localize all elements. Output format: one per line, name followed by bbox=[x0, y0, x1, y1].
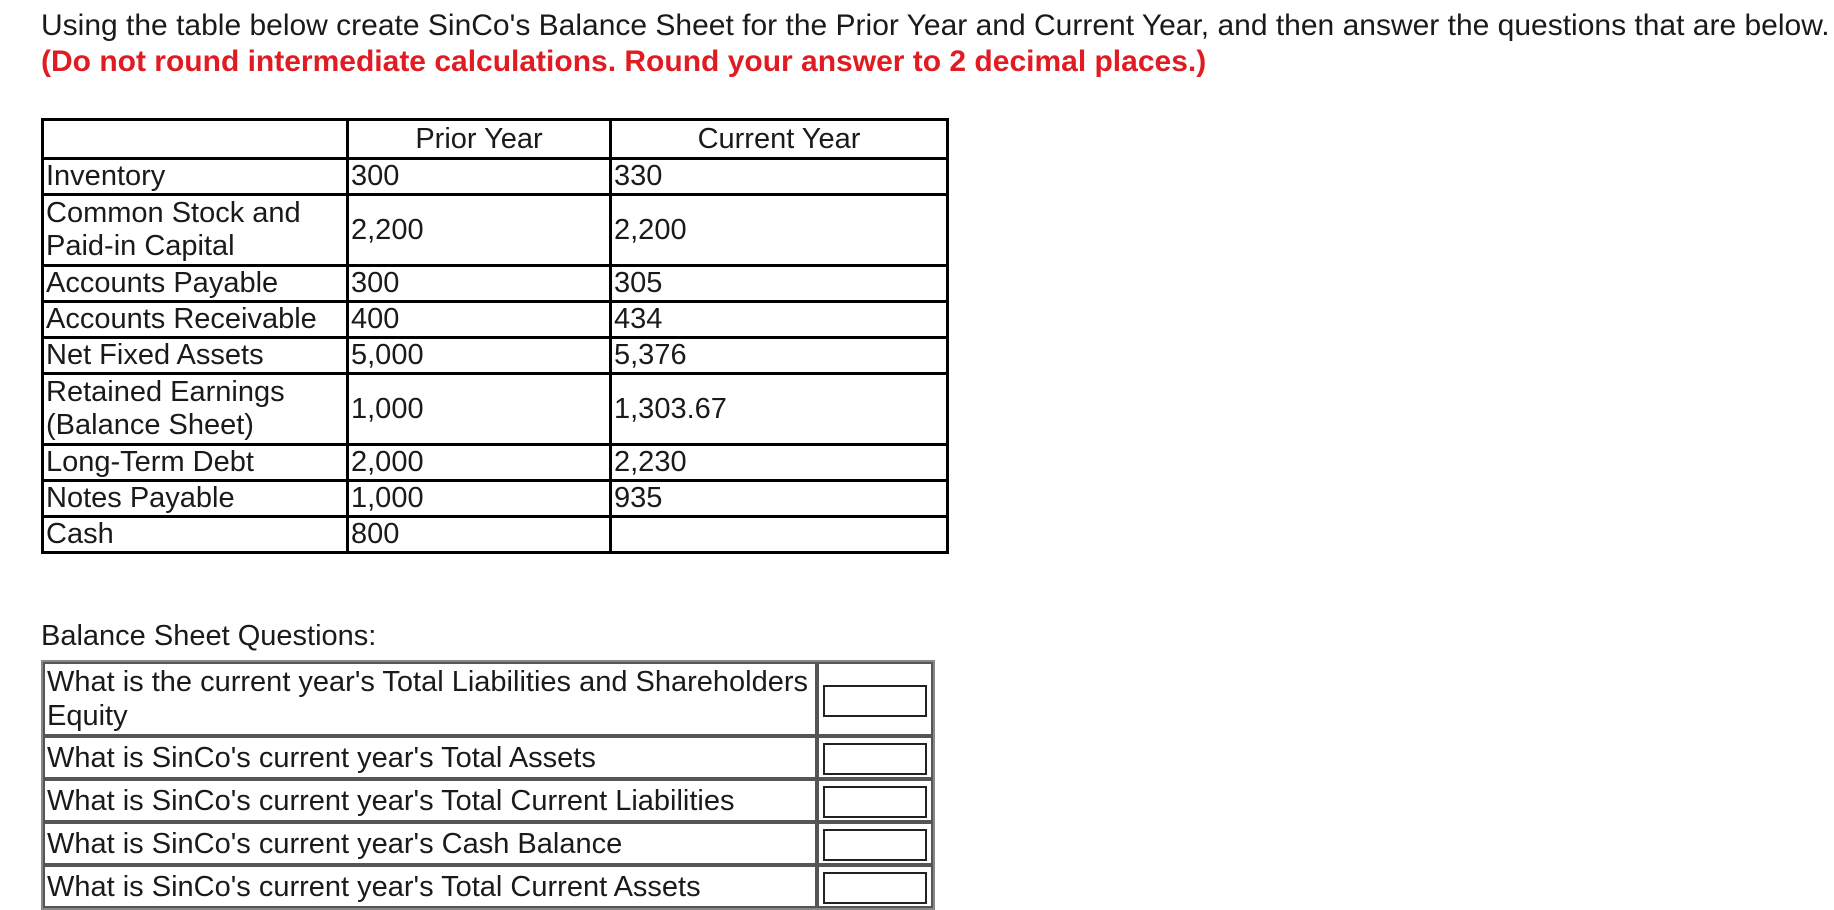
row-current: 305 bbox=[611, 266, 948, 302]
question-row bbox=[43, 662, 933, 736]
instructions-text: Using the table below create SinCo's Balance Sheet for the Prior Year and Current Year, and then answer the questions that are below. bbox=[41, 9, 1830, 42]
row-current: 935 bbox=[611, 481, 948, 517]
question-text: What is SinCo's current year's Total Current Liabilities bbox=[43, 779, 817, 822]
row-prior: 400 bbox=[348, 302, 611, 338]
question-text: What is the current year's Total Liabilities and Shareholders Equity bbox=[43, 662, 817, 736]
row-label: Long-Term Debt bbox=[43, 445, 348, 481]
page bbox=[41, 8, 1831, 903]
question-text: What is SinCo's current year's Total Current Assets bbox=[43, 865, 817, 908]
table-row bbox=[43, 159, 948, 195]
table-header-row bbox=[43, 120, 948, 159]
table-row bbox=[43, 266, 948, 302]
row-prior: 800 bbox=[348, 517, 611, 553]
table-row bbox=[43, 374, 948, 445]
row-prior: 2,000 bbox=[348, 445, 611, 481]
row-prior: 300 bbox=[348, 266, 611, 302]
question-row bbox=[43, 736, 933, 779]
row-label: Notes Payable bbox=[43, 481, 348, 517]
row-label: Cash bbox=[43, 517, 348, 553]
row-label: Retained Earnings (Balance Sheet) bbox=[43, 374, 348, 445]
question-row bbox=[43, 865, 933, 908]
header-blank bbox=[43, 120, 348, 159]
question-row bbox=[43, 822, 933, 865]
row-label: Net Fixed Assets bbox=[43, 338, 348, 374]
table-row bbox=[43, 445, 948, 481]
row-current bbox=[611, 517, 948, 553]
table-row bbox=[43, 481, 948, 517]
row-current: 2,200 bbox=[611, 195, 948, 266]
row-label: Accounts Payable bbox=[43, 266, 348, 302]
row-prior: 1,000 bbox=[348, 481, 611, 517]
row-current: 1,303.67 bbox=[611, 374, 948, 445]
answer-total-assets-input[interactable] bbox=[823, 743, 927, 775]
row-current: 5,376 bbox=[611, 338, 948, 374]
row-current: 330 bbox=[611, 159, 948, 195]
answer-cell bbox=[817, 662, 933, 736]
row-label: Common Stock and Paid-in Capital bbox=[43, 195, 348, 266]
table-row bbox=[43, 338, 948, 374]
question-row bbox=[43, 779, 933, 822]
answer-cell bbox=[817, 736, 933, 779]
table-row bbox=[43, 517, 948, 553]
table-row bbox=[43, 195, 948, 266]
answer-total-current-liabilities-input[interactable] bbox=[823, 786, 927, 818]
header-current-year: Current Year bbox=[611, 120, 948, 159]
row-prior: 2,200 bbox=[348, 195, 611, 266]
instructions bbox=[41, 8, 1831, 80]
answer-cash-balance-input[interactable] bbox=[823, 829, 927, 861]
row-prior: 1,000 bbox=[348, 374, 611, 445]
answer-cell bbox=[817, 779, 933, 822]
row-current: 2,230 bbox=[611, 445, 948, 481]
header-prior-year: Prior Year bbox=[348, 120, 611, 159]
answer-cell bbox=[817, 865, 933, 908]
answer-cell bbox=[817, 822, 933, 865]
row-label: Accounts Receivable bbox=[43, 302, 348, 338]
row-prior: 5,000 bbox=[348, 338, 611, 374]
balance-data-table bbox=[41, 118, 949, 554]
question-text: What is SinCo's current year's Total Assets bbox=[43, 736, 817, 779]
row-prior: 300 bbox=[348, 159, 611, 195]
question-text: What is SinCo's current year's Cash Balance bbox=[43, 822, 817, 865]
row-label: Inventory bbox=[43, 159, 348, 195]
answer-total-liabilities-equity-input[interactable] bbox=[823, 685, 927, 717]
instructions-note: (Do not round intermediate calculations. Round your answer to 2 decimal places.) bbox=[41, 45, 1207, 78]
questions-table bbox=[41, 660, 935, 910]
questions-title: Balance Sheet Questions: bbox=[41, 620, 377, 652]
table-row bbox=[43, 302, 948, 338]
row-current: 434 bbox=[611, 302, 948, 338]
answer-total-current-assets-input[interactable] bbox=[823, 872, 927, 904]
